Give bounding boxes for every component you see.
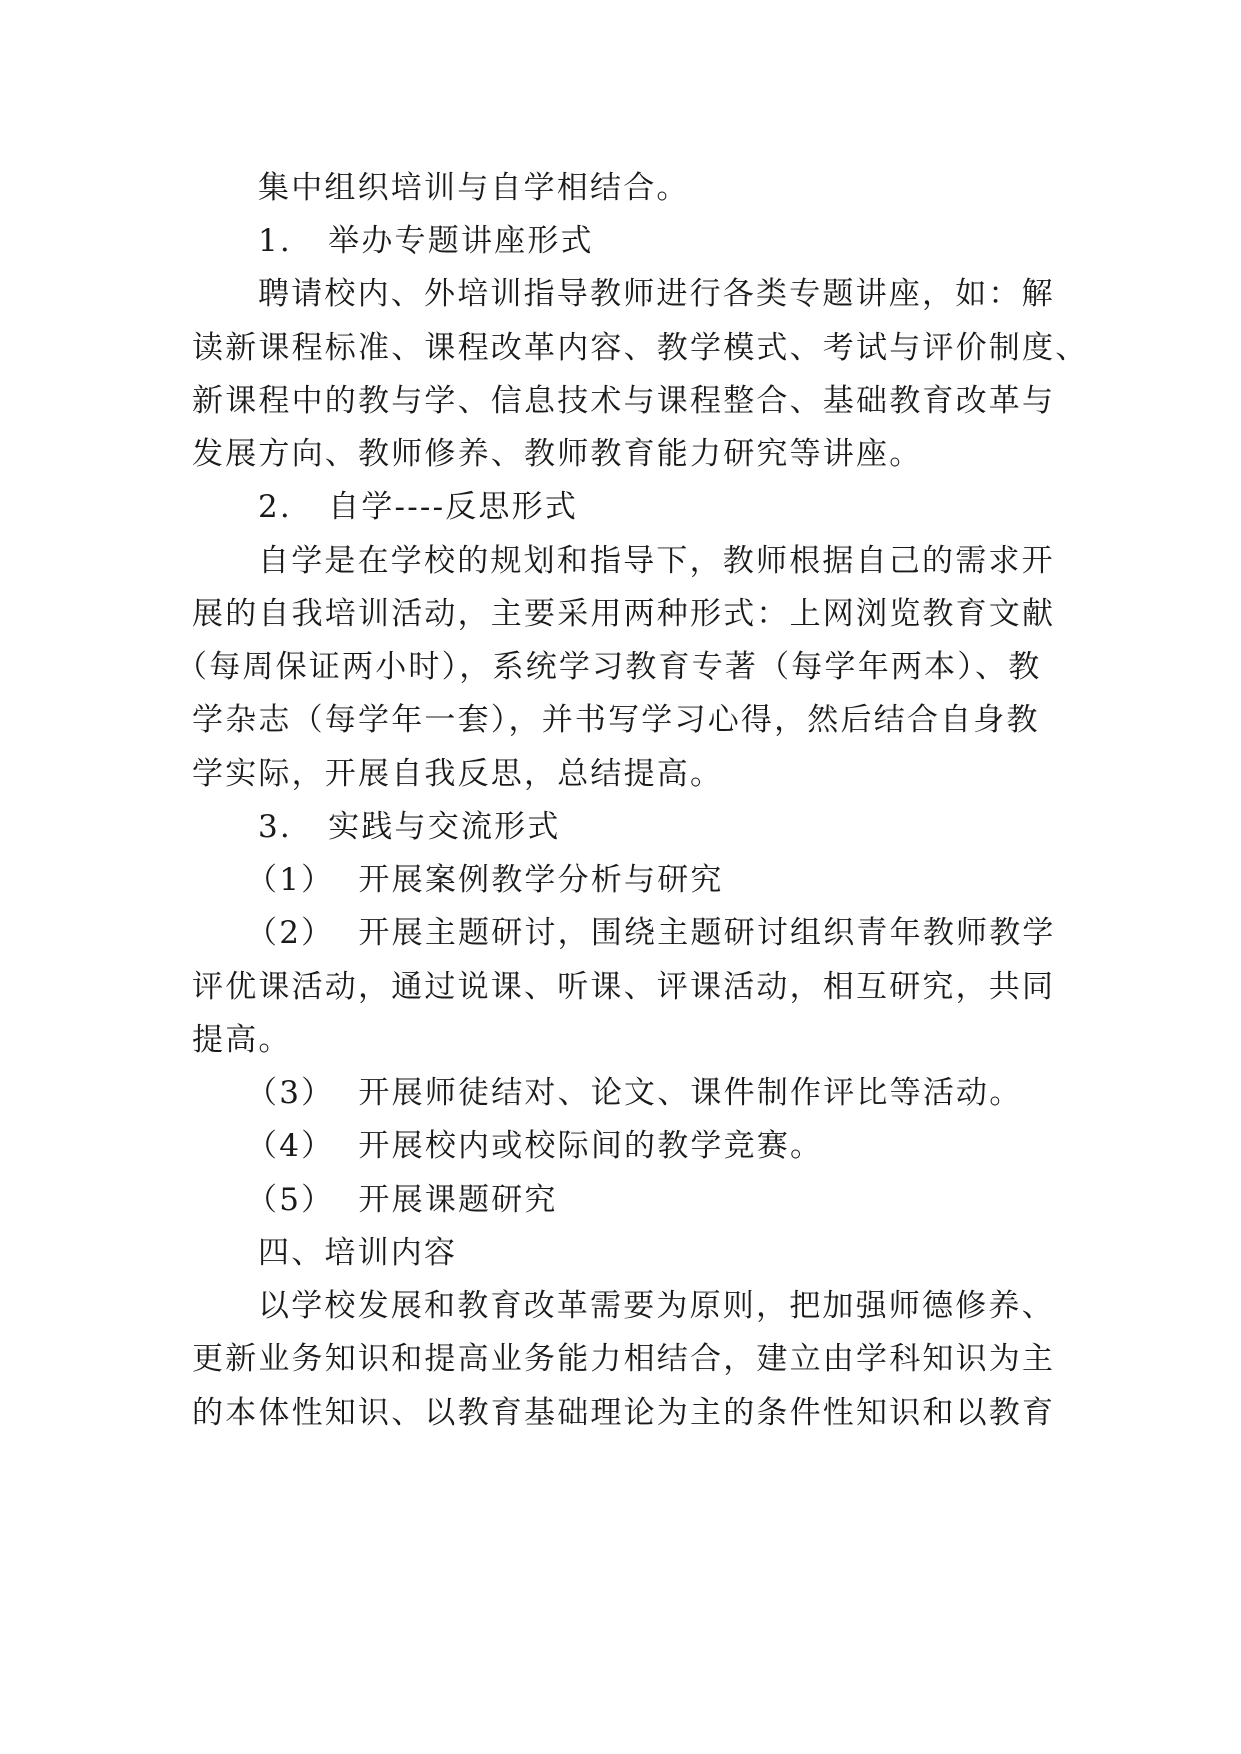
paragraph-line: 集中组织培训与自学相结合。 (258, 170, 690, 206)
paragraph-line: 发展方向、教师修养、教师教育能力研究等讲座。 (192, 436, 923, 472)
paragraph-line: 的本体性知识、以教育基础理论为主的条件性知识和以教育 (192, 1395, 1056, 1431)
paragraph-line: 更新业务知识和提高业务能力相结合，建立由学科知识为主 (192, 1341, 1056, 1377)
section-heading: 2. 自学----反思形式 (258, 489, 579, 525)
paragraph-line: 学杂志（每学年一套），并书写学习心得，然后结合自身教 (192, 702, 1040, 738)
paragraph-line: （每周保证两小时），系统学习教育专著（每学年两本）、教 (176, 649, 1042, 685)
paragraph-line: 评优课活动，通过说课、听课、评课活动，相互研究，共同 (192, 969, 1056, 1005)
paragraph-line: 自学是在学校的规划和指导下，教师根据自己的需求开 (258, 543, 1055, 579)
section-heading: 四、培训内容 (258, 1235, 458, 1271)
section-heading: 1. 举办专题讲座形式 (258, 223, 594, 259)
paragraph-line: 读新课程标准、课程改革内容、教学模式、考试与评价制度、 (192, 330, 1089, 366)
list-item: （4） 开展校内或校际间的教学竞赛。 (246, 1128, 824, 1164)
paragraph-line: 聘请校内、外培训指导教师进行各类专题讲座，如：解 (258, 276, 1055, 312)
list-item: （2） 开展主题研讨，围绕主题研讨组织青年教师教学 (246, 915, 1056, 951)
list-item: （1） 开展案例教学分析与研究 (246, 862, 724, 898)
list-item: （3） 开展师徒结对、论文、课件制作评比等活动。 (246, 1075, 1023, 1111)
list-item: （5） 开展课题研究 (246, 1182, 558, 1218)
paragraph-line: 提高。 (192, 1022, 292, 1058)
paragraph-line: 以学校发展和教育改革需要为原则，把加强师德修养、 (258, 1288, 1055, 1324)
section-heading: 3. 实践与交流形式 (258, 809, 561, 845)
paragraph-line: 新课程中的教与学、信息技术与课程整合、基础教育改革与 (192, 383, 1056, 419)
paragraph-line: 展的自我培训活动，主要采用两种形式：上网浏览教育文献 (192, 596, 1056, 632)
paragraph-line: 学实际，开展自我反思，总结提高。 (192, 756, 724, 792)
